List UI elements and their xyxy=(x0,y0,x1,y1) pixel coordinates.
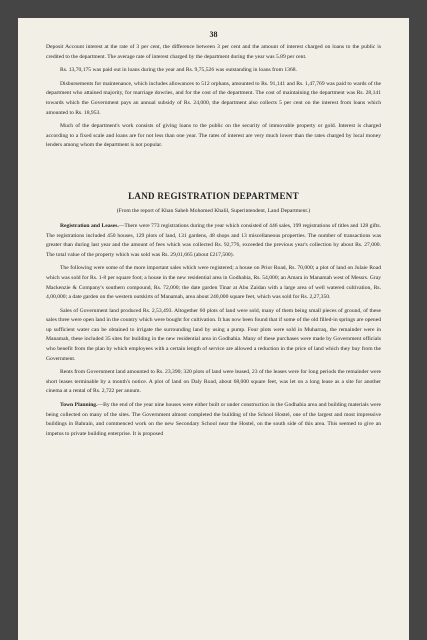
town-planning-text: —By the end of the year nine houses were either built or under construction in the Godhabia area and building materials were being collected on many of the sites. The Government almost completed the building of the School Hostel, one of the largest and most impressive buildings in Bahrain, and commenced work on the new Secondary School near the Hostel, on the south side of this area. This seemed to give an impetus to private building enterprise. It is proposed xyxy=(46,402,381,437)
section-heading: LAND REGISTRATION DEPARTMENT xyxy=(128,190,299,201)
section-subheading: (From the report of Khan Saheb Mohomed Khalil, Superintendent, Land Department.) xyxy=(116,207,311,214)
paragraph-loans-paid: Rs. 13,70,175 was paid out in loans during the year and Rs. 9,75,526 was outstanding in loans from 1368. xyxy=(60,67,297,74)
paragraph-important-sales: The following were some of the more important sales which were registered; a house on Prior Road, Rs. 70,000; a plot of land on Julaie Road which was sold for Rs. 1-8 per square foot; a house in the new residential area in Godhabia, Rs. 54,000; an Amara in Manamah west of Messrs. Gray Mackenzie & Company's southern compound, Rs. 72,000; the date garden Tinar at Abu Zaidan with a large area of well watered cultivation, Rs. 4,00,000; a date garden on the western outskirts of Manamah, area about 240,000 square feet, which was sold for Rs. 2,27,350. xyxy=(46,265,381,301)
run-in-heading-registration: Registration and Leases. xyxy=(60,222,119,229)
paragraph-rents: Rents from Government land amounted to Rs. 23,390; 320 plots of land were leased, 23 of the leases were for long periods the remainder were short leases terminable by a month's notice. A plot of land on Daly Road, about 68,000 square feet, was let on a long lease as a site for another cinema at a rental of Rs. 2,722 per annum. xyxy=(46,369,381,395)
paragraph-registration xyxy=(46,222,381,260)
paragraph-town-planning xyxy=(46,401,381,439)
paragraph-deposit-interest: Deposit Account interest at the rate of 3 per cent, the difference between 3 per cent and the amount of interest charged on loans to the public is credited to the department. The average rate of interest charged by the department during the year was 5.89 per cent. xyxy=(46,44,381,60)
document-page xyxy=(18,18,409,640)
registration-text: —There were 773 registrations during the year which consisted of 446 sales, 199 registrations of titles and 128 gifts. The registrations included 450 houses, 129 plots of land, 131 gardens, 48 shops and 13 miscellaneous properties. The number of transactions was greater than during last year and the amount of fees which was collected Rs. 92,776, exceeded the previous year's collection by about Rs. 27,000. The total value of the property which was sold was Rs. 29,01,665 (about £217,500). xyxy=(46,222,381,258)
run-in-heading-town-planning: Town Planning. xyxy=(60,402,98,409)
page-number: 38 xyxy=(209,30,218,39)
paragraph-government-land-sales: Sales of Government land produced Rs. 2,53,493. Altogether 60 plots of land were sold, many of them being small pieces of ground, of these sales three were open land in the country which were bought for cultivation. It has now been found that if some of the old filled-in springs are opened up sufficient water can be obtained to irrigate the surrounding land by using a pump. Four plots were sold in Muharraq, the remainder were in Manamah, these included 35 sites for building in the new residential area in Godhabia. Many of these purchases were made by Government officials who benefit from the plan by which employees with a certain length of service are allowed a reduction in the price of land which they buy from the Government. xyxy=(46,307,381,362)
paragraph-disbursements: Disbursements for maintenance, which includes allowances to 512 orphans, amounted to Rs. 91,141 and Rs. 1,47,769 was paid to wards of the department who attained majority, for marriage dowries, and for the cost of the department. The cost of maintaining the department was Rs. 28,141 towards which the Government pays an annual subsidy of Rs. 24,000, the department also collects 5 per cent on the interest from loans which amounted to Rs. 18,953. xyxy=(46,80,381,116)
paragraph-department-work: Much of the department's work consists of giving loans to the public on the security of immovable property or gold. Interest is charged according to a fixed scale and loans are for not less than one year. The rates of interest are very much lower than the rates charged by local money lenders among whom the department is not popular. xyxy=(46,123,381,149)
